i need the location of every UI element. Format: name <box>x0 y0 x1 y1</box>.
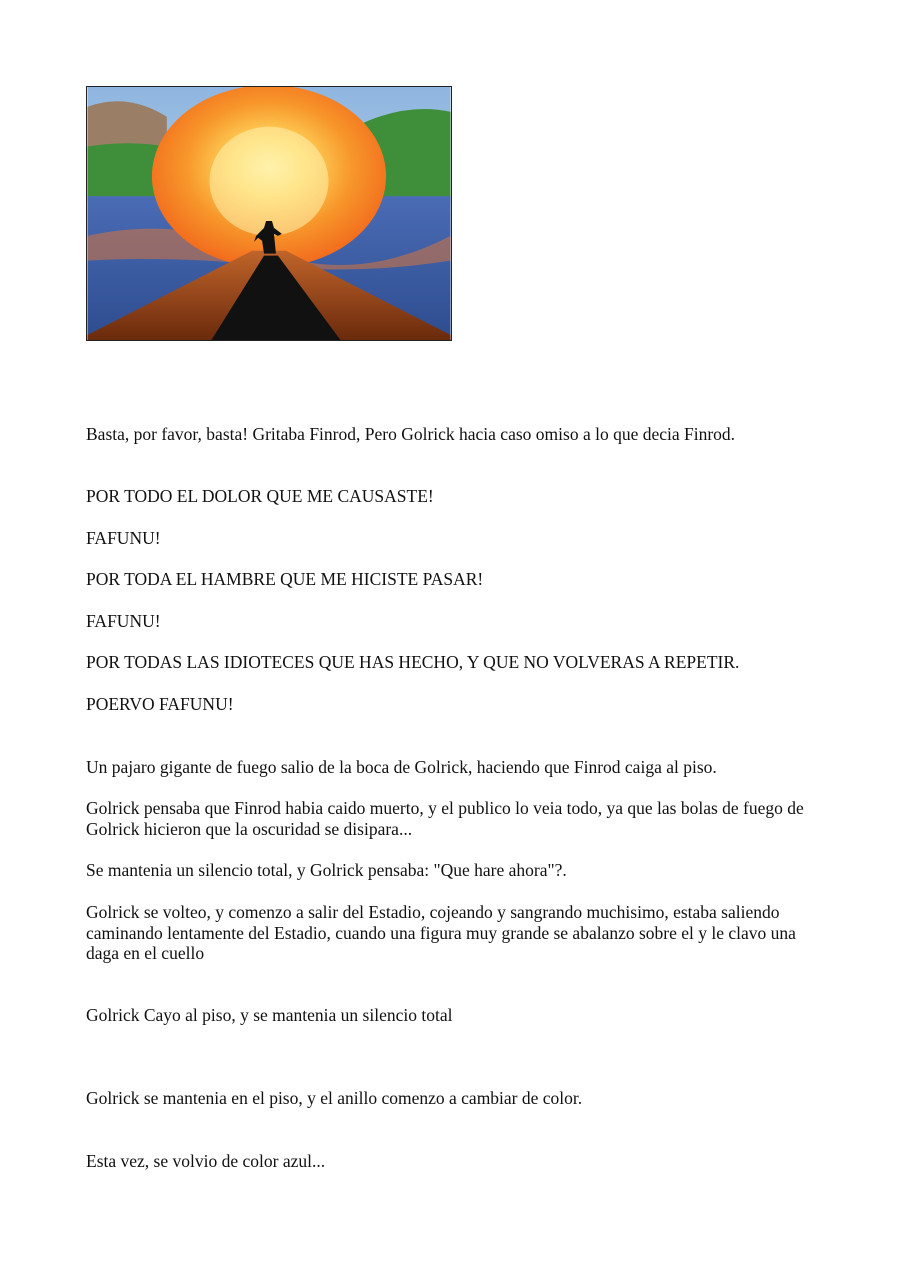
paragraph-dolor: POR TODO EL DOLOR QUE ME CAUSASTE! <box>86 486 434 506</box>
paragraph-poervo-fafunu: POERVO FAFUNU! <box>86 694 234 714</box>
fire-explosion-illustration <box>86 86 452 341</box>
paragraph-cayo: Golrick Cayo al piso, y se mantenia un silencio total <box>86 1005 453 1025</box>
paragraph-basta: Basta, por favor, basta! Gritaba Finrod, Pero Golrick hacia caso omiso a lo que decia Finrod. <box>86 424 736 444</box>
paragraph-idioteces: POR TODAS LAS IDIOTECES QUE HAS HECHO, Y QUE NO VOLVERAS A REPETIR. <box>86 652 740 672</box>
paragraph-silencio: Se mantenia un silencio total, y Golrick pensaba: "Que hare ahora"?. <box>86 860 567 880</box>
paragraph-azul: Esta vez, se volvio de color azul... <box>86 1151 326 1171</box>
illustration-svg <box>87 87 451 340</box>
paragraph-finrod-muerto: Golrick pensaba que Finrod habia caido muerto, y el publico lo veia todo, ya que las bolas de fuego de Golrick hicieron que la oscuridad se disipara... <box>86 798 804 839</box>
paragraph-fafunu-2: FAFUNU! <box>86 611 161 631</box>
paragraph-hambre: POR TODA EL HAMBRE QUE ME HICISTE PASAR! <box>86 569 484 589</box>
paragraph-volteo: Golrick se volteo, y comenzo a salir del Estadio, cojeando y sangrando muchisimo, estaba saliendo caminando lentamente del Estadio, cuando una figura muy grande se abalanzo sobre el y le clavo una daga en el cuello <box>86 902 796 963</box>
fire-core <box>209 127 328 236</box>
paragraph-fafunu-1: FAFUNU! <box>86 528 161 548</box>
paragraph-anillo: Golrick se mantenia en el piso, y el anillo comenzo a cambiar de color. <box>86 1088 583 1108</box>
paragraph-pajaro: Un pajaro gigante de fuego salio de la boca de Golrick, haciendo que Finrod caiga al piso. <box>86 757 717 777</box>
